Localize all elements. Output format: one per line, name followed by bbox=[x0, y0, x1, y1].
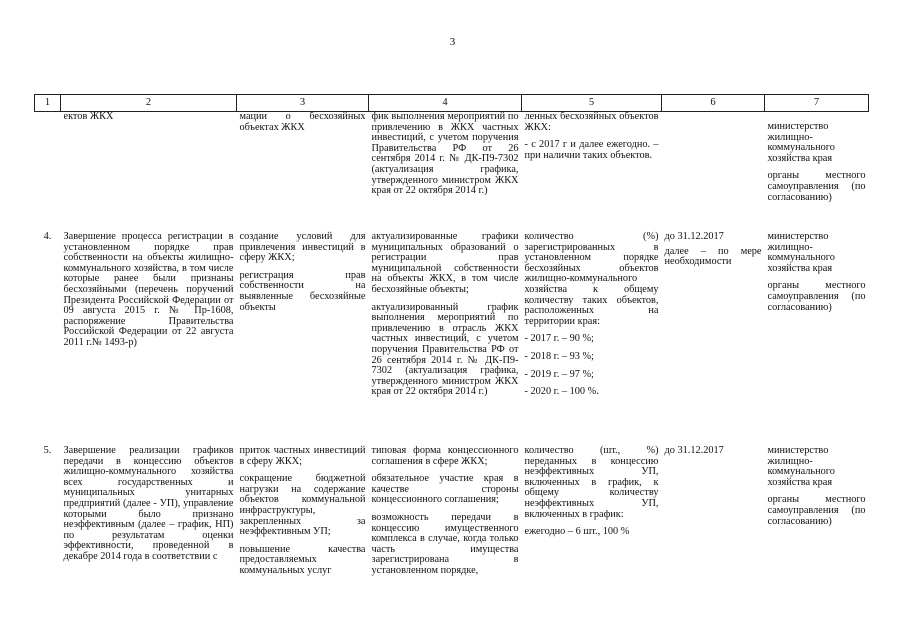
table-row bbox=[35, 230, 869, 444]
cell-paragraph: количество (%) зарегистрированных в установленном порядке бесхозяйных объектов жилищно-коммунального хозяйства к общему количеству таких объектов, расположенных на территории края: bbox=[524, 231, 659, 327]
plan-table bbox=[34, 94, 869, 577]
measure-cell bbox=[61, 230, 237, 444]
goal-cell bbox=[237, 112, 369, 231]
cell-paragraph: обязательное участие края в качестве стороны концессионного соглашения; bbox=[371, 473, 519, 506]
cell-paragraph: - 2017 г. – 90 %; bbox=[524, 333, 594, 345]
cell-paragraph: министерство жилищно-коммунального хозяйства края bbox=[767, 121, 835, 164]
row-number-cell: 5. bbox=[43, 445, 52, 456]
measure-cell bbox=[61, 444, 237, 577]
column-header: 5 bbox=[522, 95, 662, 112]
cell-paragraph: Завершение процесса регистрации в установленном порядке прав собственности на объекты жилищно-коммунального хозяйства, в том числе которые ранее были признаны бесхозяйными (перечень поручений Президента Российской Федерации от 09 августа 2015 г. № Пр-1608, распоряжение Правительства Российской Федерации от 22 августа 2011 г.№ 1493-р) bbox=[63, 231, 234, 348]
indicator-cell bbox=[522, 444, 662, 577]
cell-paragraph: актуализированные графики муниципальных образований о регистрации прав муниципальной собственности на объекты ЖКХ, в том числе бесхозяйные объекты; bbox=[371, 231, 519, 295]
cell-paragraph: министерство жилищно-коммунального хозяйства края bbox=[767, 231, 835, 274]
result-cell bbox=[369, 230, 522, 444]
column-header: 4 bbox=[369, 95, 522, 112]
cell-paragraph: ектов ЖКХ bbox=[63, 111, 114, 122]
cell-paragraph: до 31.12.2017 bbox=[664, 445, 724, 456]
measure-cell bbox=[61, 112, 237, 231]
goal-cell bbox=[237, 230, 369, 444]
indicator-cell bbox=[522, 112, 662, 231]
cell-paragraph: Завершение реализации графиков передачи в концессию объектов жилищно-коммунального хозяйства всех государственных и муниципальных унитарных предприятий (далее - УП), управление которыми было признано неэффективным (далее – график, НП) по результатам оценки эффективности, проведенной в декабре 2014 года в соответствии с bbox=[63, 445, 234, 562]
cell-paragraph: создание условий для привлечения инвестиций в сферу ЖКХ; bbox=[239, 231, 366, 264]
deadline-cell bbox=[662, 230, 765, 444]
cell-paragraph: ежегодно – 6 шт., 100 % bbox=[524, 526, 630, 538]
cell-paragraph: мации о бесхозяйных объектах ЖКХ bbox=[239, 111, 366, 133]
result-cell bbox=[369, 444, 522, 577]
table-row bbox=[35, 444, 869, 577]
goal-cell bbox=[237, 444, 369, 577]
indicator-cell bbox=[522, 230, 662, 444]
cell-paragraph: - 2020 г. – 100 %. bbox=[524, 386, 599, 398]
cell-paragraph: органы местного самоуправления (по согласованию) bbox=[767, 494, 866, 527]
cell-paragraph: министерство жилищно-коммунального хозяйства края bbox=[767, 445, 835, 488]
deadline-cell bbox=[662, 444, 765, 577]
table-row bbox=[35, 112, 869, 231]
cell-paragraph: органы местного самоуправления (по согласованию) bbox=[767, 170, 866, 203]
responsible-cell bbox=[765, 112, 869, 231]
cell-paragraph: далее – по мере необходимости bbox=[664, 245, 762, 268]
result-cell bbox=[369, 112, 522, 231]
column-header: 1 bbox=[35, 95, 61, 112]
cell-paragraph: приток частных инвестиций в сферу ЖКХ; bbox=[239, 445, 366, 467]
page-number: 3 bbox=[449, 36, 456, 48]
cell-paragraph: актуализированный график выполнения мероприятий по привлечению в отрасль ЖКХ частных инвестиций, с учетом поручения Правительства РФ от 26 сентября 2014 г. № ДК-П9-7302 (актуализация графика, утвержденного министром ЖКХ края от 22 октября 2014 г.) bbox=[371, 301, 519, 398]
column-header: 3 bbox=[237, 95, 369, 112]
cell-paragraph: - 2018 г. – 93 %; bbox=[524, 350, 594, 362]
cell-paragraph: - 2019 г. – 97 %; bbox=[524, 368, 594, 380]
row-number-cell: 4. bbox=[43, 231, 52, 242]
cell-paragraph: повышение качества предоставляемых коммунальных услуг bbox=[239, 543, 366, 576]
responsible-cell bbox=[765, 230, 869, 444]
cell-paragraph: органы местного самоуправления (по согласованию) bbox=[767, 280, 866, 313]
responsible-cell bbox=[765, 444, 869, 577]
cell-paragraph: типовая форма концессионного соглашения в сфере ЖКХ; bbox=[371, 445, 519, 467]
column-header: 7 bbox=[765, 95, 869, 112]
cell-paragraph: фик выполнения мероприятий по привлечению в ЖКХ частных инвестиций, с учетом поручения Правительства РФ от 26 сентября 2014 г. № ДК-П9-7302 (актуализация графика, утвержденного министром ЖКХ края от 22 октября 2014 г.) bbox=[371, 111, 519, 197]
deadline-cell bbox=[662, 112, 765, 231]
cell-paragraph: ленных бесхозяйных объектов ЖКХ: bbox=[524, 111, 659, 133]
cell-paragraph: до 31.12.2017 bbox=[664, 231, 724, 242]
cell-paragraph: количество (шт., %) переданных в концессию неэффективных УП, включенных в график, к общему количеству неэффективных УП, включенных в график: bbox=[524, 445, 659, 520]
cell-paragraph: - с 2017 г и далее ежегодно. – при наличии таких объектов. bbox=[524, 139, 659, 161]
row-number-cell bbox=[35, 112, 61, 231]
column-header: 6 bbox=[662, 95, 765, 112]
cell-paragraph: сокращение бюджетной нагрузки на содержание объектов коммунальной инфраструктуры, закрепленных за неэффективным УП; bbox=[239, 473, 366, 538]
cell-paragraph: регистрация прав собственности на выявленные бесхозяйные объекты bbox=[239, 269, 366, 313]
column-header: 2 bbox=[61, 95, 237, 112]
cell-paragraph: возможность передачи в концессию имущественного комплекса в случае, когда только часть имущества зарегистрирована в установленном порядке, bbox=[371, 511, 519, 576]
table-header-row bbox=[35, 95, 869, 112]
